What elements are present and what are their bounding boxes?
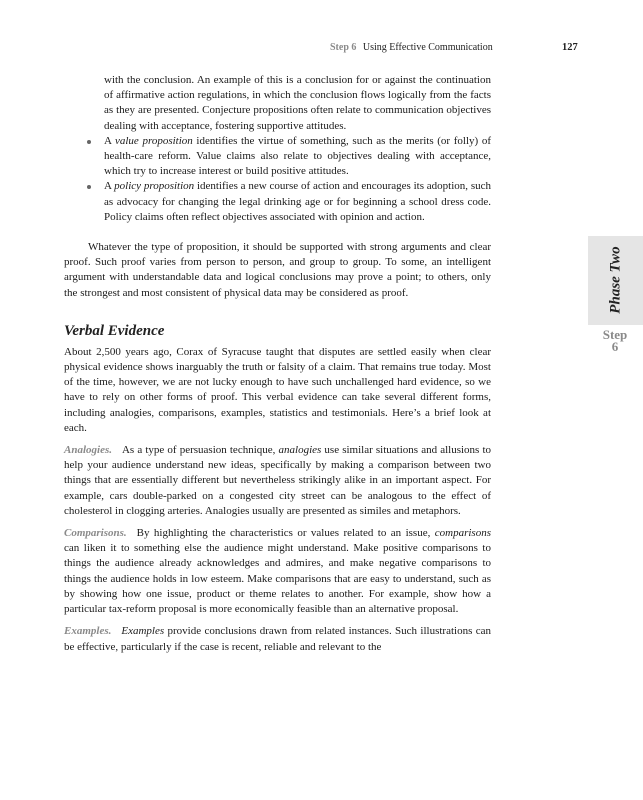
- continuation-paragraph: with the conclusion. An example of this is a conclusion for or against the continuation of affirmative action regulations, in which the conclusion flows logically from the facts as they are presented. Conjecture propositions often relate to communication objectives dealing with acceptance, fostering supportive attitudes.: [104, 74, 491, 132]
- bullet-prefix: A: [104, 134, 115, 147]
- proposition-list: [64, 134, 491, 225]
- analogies-heading: Analogies.: [64, 444, 112, 457]
- comparisons-term: comparisons: [434, 527, 491, 540]
- bullet-text: identifies a new course of action and encourages its adoption, such as advocacy for changing the legal drinking age or for beginning a school dress code. Policy claims often reflect objectives associated with opinion and action.: [104, 180, 491, 223]
- examples-term: Examples: [121, 625, 165, 638]
- examples-text: provide conclusions drawn from related instances. Such illustrations can be effective, particularly if the case is recent, reliable and relevant to the: [64, 625, 491, 653]
- running-head: [330, 42, 493, 53]
- comparisons-pre: By highlighting the characteristics or values related to an issue,: [136, 527, 435, 540]
- comparisons-paragraph: [64, 526, 491, 617]
- bullet-prefix: A: [104, 180, 115, 193]
- side-step-marker: [590, 329, 640, 353]
- phase-side-tab: [588, 236, 643, 325]
- list-item: [104, 179, 491, 225]
- page-number: 127: [562, 42, 578, 53]
- examples-paragraph: [64, 624, 491, 654]
- bullet-icon: [87, 140, 91, 144]
- running-head-step: Step 6: [330, 42, 357, 53]
- comparisons-text: can liken it to something else the audience might understand. Make positive comparisons to things the audience already acknowledges and admires, and make negative comparisons to things the audience holds in low esteem. Make comparisons that are easy to understand, such as by showing how one issue, product or theme relates to another. For example, show how a particular tax-reform proposal is more economically feasible than an alternative proposal.: [64, 542, 491, 616]
- bullet-icon: [87, 185, 91, 189]
- running-head-title: Using Effective Communication: [362, 42, 493, 53]
- section-heading: Verbal Evidence: [64, 322, 165, 339]
- bullet-term: value proposition: [114, 134, 193, 147]
- side-step-number: 6: [611, 339, 619, 354]
- bullet-text: identifies the virtue of something, such as the merits (or folly) of health-care reform. Value claims also relate to objectives dealing with acceptance, which try to increase interest or build positive attitudes.: [104, 134, 491, 178]
- bullet-term: policy proposition: [114, 180, 195, 193]
- analogies-pre: As a type of persuasion technique,: [121, 444, 279, 457]
- analogies-paragraph: [64, 443, 491, 519]
- analogies-text: use similar situations and allusions to help your audience understand new ideas, specifically by making a comparison between two things that are essentially different but nevertheless strikingly alike in an important aspect. For example, cars double-parked on a congested city street can be analogous to the effect of cholesterol in clogging arteries. Analogies usually are presented as similes and metaphors.: [64, 444, 491, 517]
- list-item: [104, 134, 491, 180]
- analogies-term: analogies: [278, 444, 322, 457]
- page-body: [64, 73, 491, 655]
- phase-label: Phase Two: [607, 246, 624, 314]
- examples-heading: Examples.: [64, 625, 112, 638]
- comparisons-heading: Comparisons.: [64, 527, 127, 540]
- verbal-evidence-intro: About 2,500 years ago, Corax of Syracuse taught that disputes are settled easily when clear physical evidence shows inarguably the truth or falsity of a claim. That remains true today. Most of the time, however, we are not lucky enough to have such unchallenged hard evidence, so we have to rely on other forms of proof. This verbal evidence can take several different forms, including analogies, comparisons, examples, statistics and testimonials. Here’s a brief look at each.: [64, 345, 491, 434]
- side-step-label: Step: [602, 327, 628, 342]
- proof-paragraph: Whatever the type of proposition, it should be supported with strong arguments and clear proof. Such proof varies from person to person, and group to group. To some, an intelligent argument with understandable data and logical conclusions may prove a point; to others, only the strongest and most consistent of physical data may be considered as proof.: [64, 241, 491, 299]
